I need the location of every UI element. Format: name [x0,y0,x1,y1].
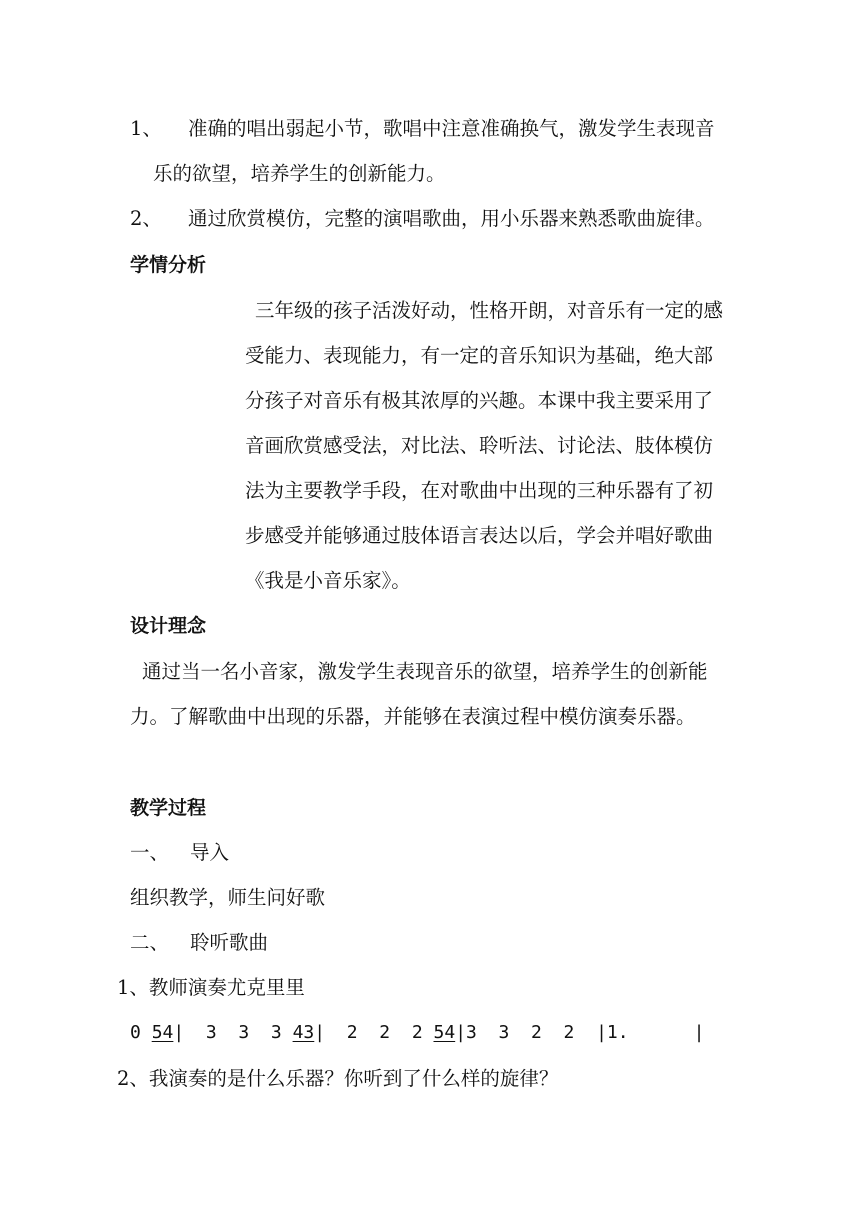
section-heading-process: 教学过程 [130,797,207,819]
concept-line: 力。了解歌曲中出现的乐器，并能够在表演过程中模仿演奏乐器。 [130,705,696,728]
section-number: 一、 [130,841,170,864]
section-title: 聆听歌曲 [190,931,269,954]
objective-number: 2、 [130,207,162,230]
notation-part: | 2 2 2 [314,1022,434,1043]
section-number: 二、 [130,931,170,954]
analysis-line: 三年级的孩子活泼好动，性格开朗，对音乐有一定的感 [255,299,724,322]
analysis-line: 法为主要教学手段，在对歌曲中出现的三种乐器有了初 [245,479,714,502]
analysis-line: 受能力、表现能力，有一定的音乐知识为基础，绝大部 [245,344,714,367]
objective-text: 准确的唱出弱起小节，歌唱中注意准确换气，激发学生表现音 [188,117,715,140]
analysis-line: 分孩子对音乐有极其浓厚的兴趣。本课中我主要采用了 [245,389,714,412]
notation-part: | 3 3 3 [173,1022,293,1043]
music-notation [130,1020,704,1046]
process-text: 组织教学，师生问好歌 [130,886,326,909]
objective-number: 1、 [130,117,162,140]
section-heading-analysis: 学情分析 [130,254,207,276]
notation-underlined: 54 [433,1022,456,1043]
section-heading-concept: 设计理念 [130,615,207,637]
objective-item-1-continuation: 乐的欲望，培养学生的创新能力。 [153,162,446,185]
analysis-line: 步感受并能够通过肢体语言表达以后，学会并唱好歌曲 [245,524,714,547]
section-title: 导入 [190,841,230,864]
notation-underlined: 54 [151,1022,174,1043]
process-step-2: 2、我演奏的是什么乐器？你听到了什么样的旋律？ [117,1067,559,1090]
objective-text: 通过欣赏模仿，完整的演唱歌曲，用小乐器来熟悉歌曲旋律。 [188,207,715,230]
notation-part: 0 [130,1022,152,1043]
process-step-1: 1、教师演奏尤克里里 [117,976,305,999]
concept-line: 通过当一名小音家，激发学生表现音乐的欲望，培养学生的创新能 [142,660,708,683]
notation-underlined: 43 [292,1022,315,1043]
analysis-line: 音画欣赏感受法，对比法、聆听法、讨论法、肢体模仿 [245,434,714,457]
notation-part: |3 3 2 2 |1. | [455,1022,705,1043]
analysis-line: 《我是小音乐家》。 [245,569,411,592]
